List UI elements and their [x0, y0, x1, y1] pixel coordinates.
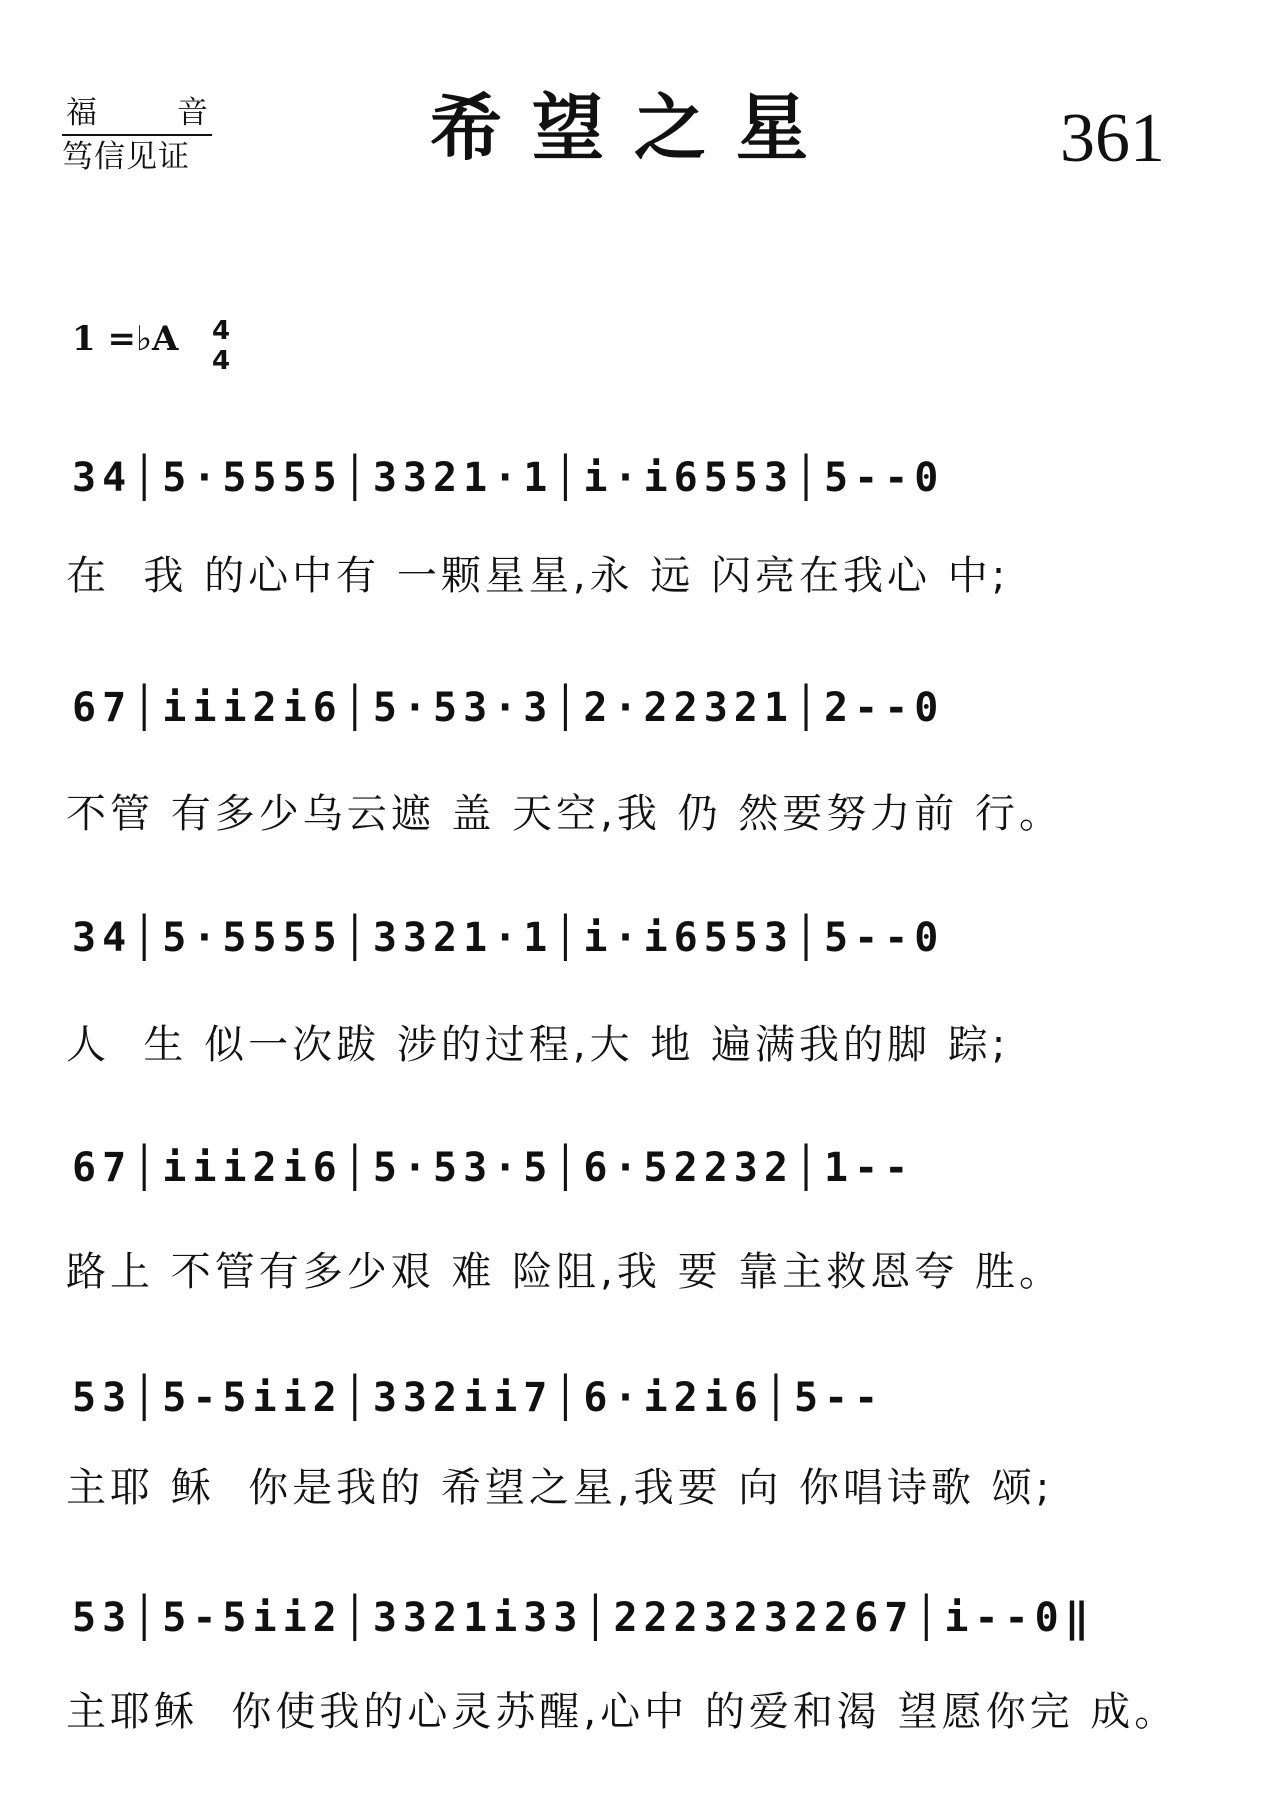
category-label	[62, 95, 212, 175]
category-char-2: 音	[177, 95, 208, 131]
notation-line-1: 34│5·5555│3321·1│i·i6553│5--0	[72, 455, 945, 501]
lyric-line-3: 人 生 似一次跋 涉的过程,大 地 遍满我的脚 踪;	[66, 1022, 1010, 1068]
category-char-1: 福	[66, 95, 97, 131]
page-title: 希望之星	[430, 85, 839, 170]
category-bottom: 笃信见证	[62, 139, 190, 175]
hymn-number: 361	[1060, 100, 1165, 177]
lyric-line-6: 主耶稣 你使我的心灵苏醒,心中 的爱和渴 望愿你完 成。	[66, 1689, 1179, 1735]
time-signature	[212, 316, 230, 376]
notation-line-6: 53│5-5ii2│3321i33│2223232267│i--0‖	[72, 1595, 1095, 1641]
lyric-line-4: 路上 不管有多少艰 难 险阻,我 要 靠主救恩夸 胜。	[66, 1249, 1064, 1295]
time-signature-bottom: 4	[212, 346, 231, 376]
lyric-line-2: 不管 有多少乌云遮 盖 天空,我 仍 然要努力前 行。	[66, 791, 1064, 837]
notation-line-3: 34│5·5555│3321·1│i·i6553│5--0	[72, 915, 945, 961]
lyric-line-5: 主耶 稣 你是我的 希望之星,我要 向 你唱诗歌 颂;	[66, 1465, 1054, 1511]
notation-line-5: 53│5-5ii2│332ii7│6·i2i6│5--	[72, 1375, 885, 1421]
notation-line-4: 67│iii2i6│5·53·5│6·52232│1--	[72, 1145, 915, 1191]
time-signature-top: 4	[212, 316, 231, 346]
lyric-line-1: 在 我 的心中有 一颗星星,永 远 闪亮在我心 中;	[66, 553, 1010, 599]
category-top	[62, 95, 212, 136]
notation-line-2: 67│iii2i6│5·53·3│2·22321│2--0	[72, 685, 945, 731]
key-signature: 1 =♭A	[72, 319, 179, 359]
